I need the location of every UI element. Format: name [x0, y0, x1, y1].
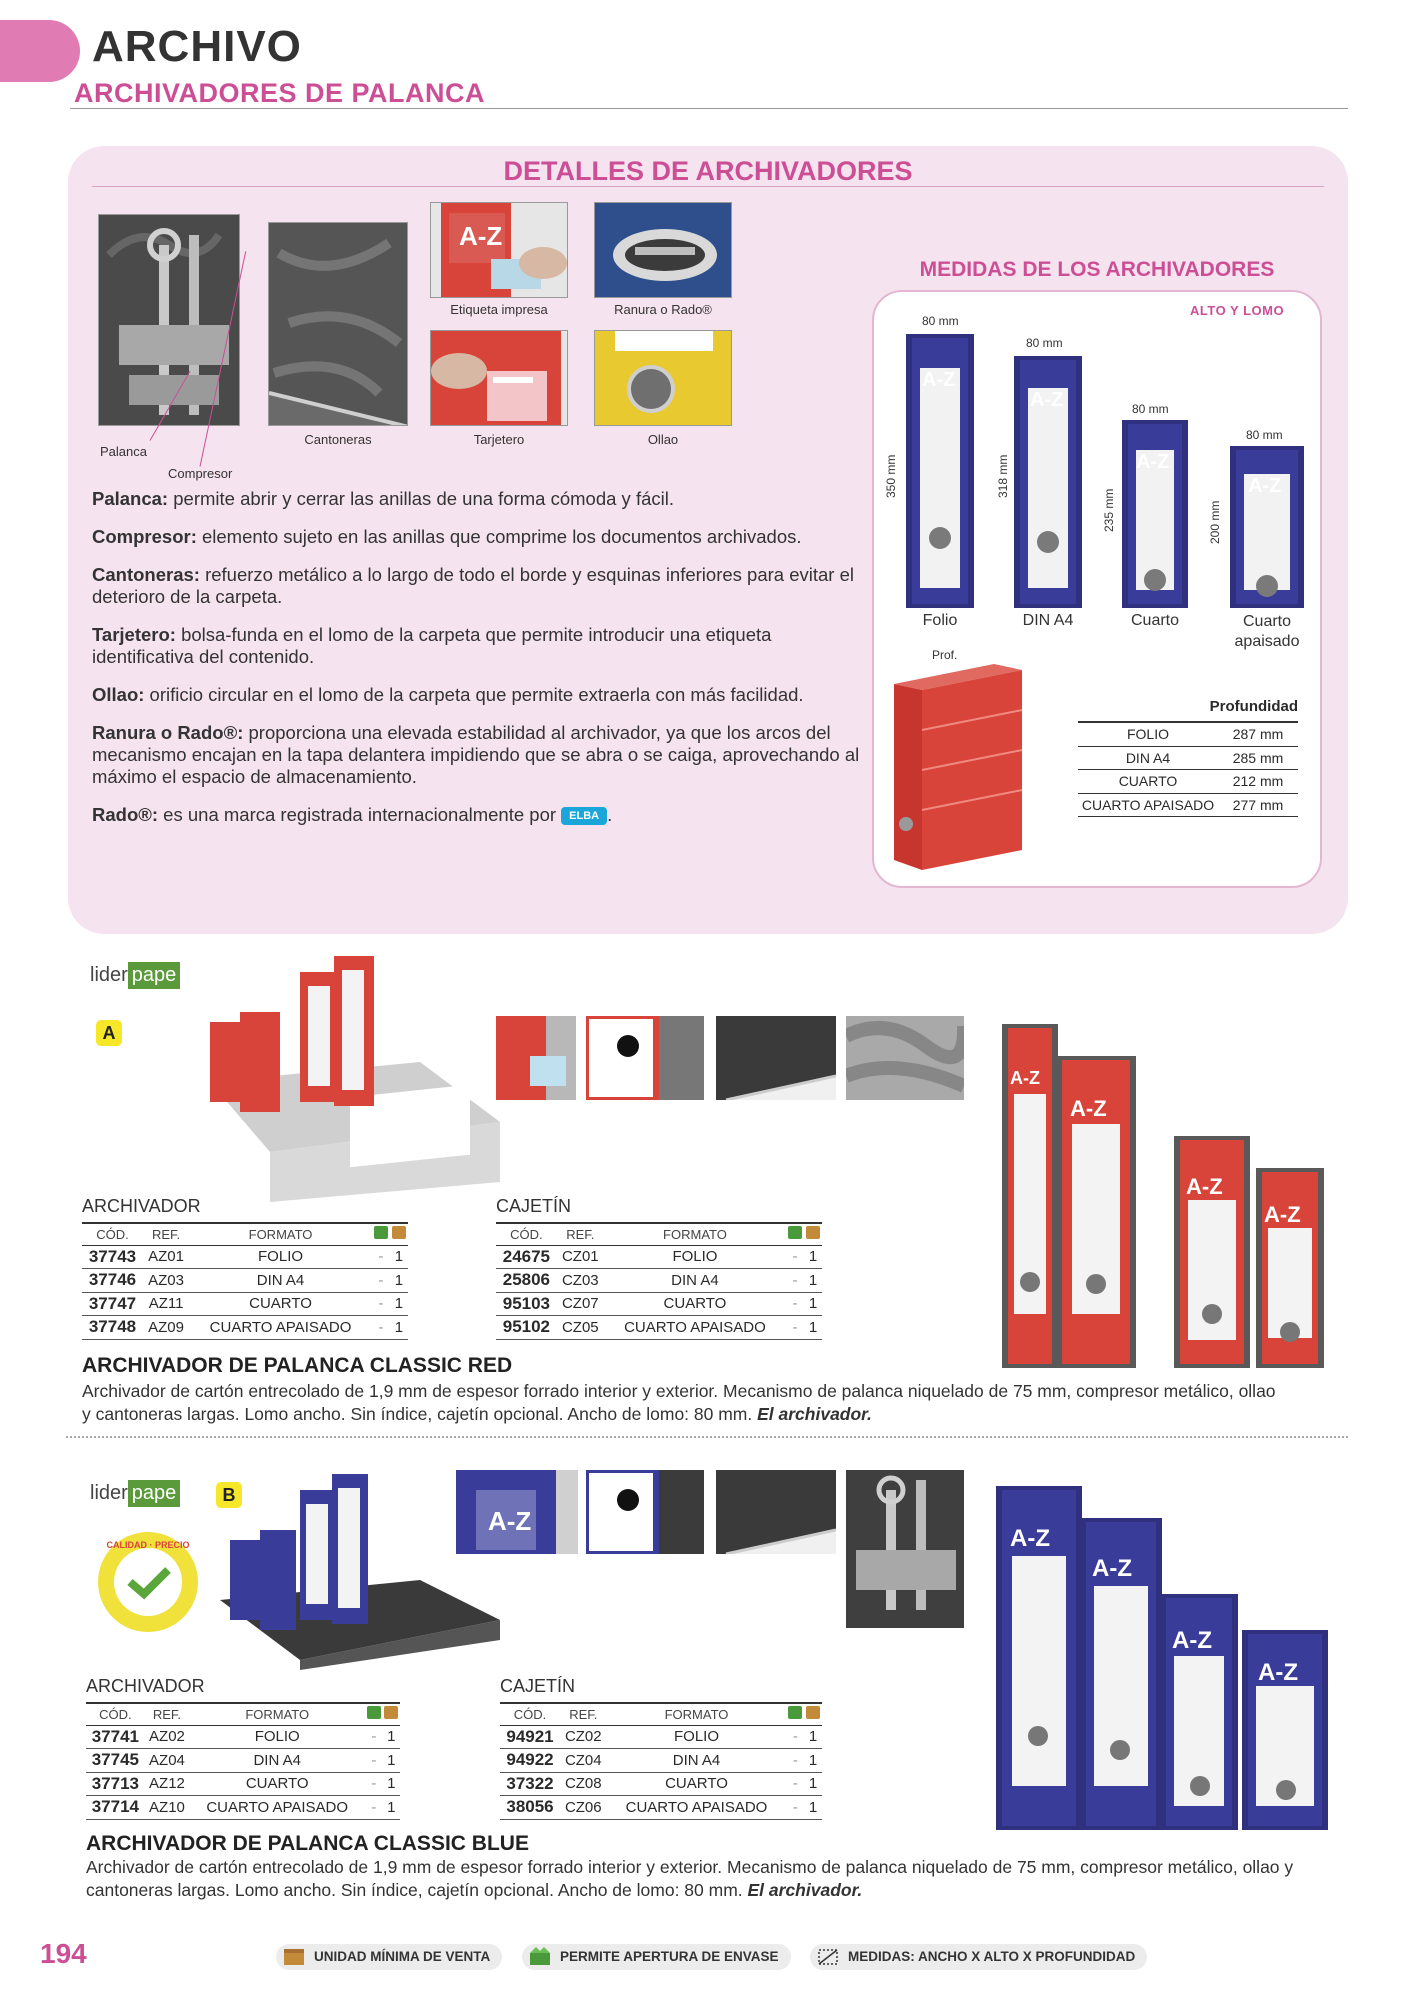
col-unit	[804, 1223, 822, 1245]
cell-ref: CZ02	[560, 1725, 607, 1749]
binder-name-line: apaisado	[1234, 633, 1300, 650]
table-row	[82, 1269, 408, 1293]
cell-cod: 95102	[496, 1316, 557, 1340]
cell-cod: 94921	[500, 1725, 560, 1749]
cell-qty: 1	[390, 1292, 408, 1316]
caption-compresor: Compresor	[168, 466, 233, 481]
depth-row	[1078, 794, 1298, 818]
cell-formato: CUARTO APAISADO	[189, 1316, 372, 1340]
table-row	[86, 1749, 400, 1773]
col-open	[786, 1223, 804, 1245]
table-row	[82, 1292, 408, 1316]
prof-label: Prof.	[932, 648, 958, 662]
description-text: Archivador de cartón entrecolado de 1,9 mm de espesor forrado interior y exterior. Mecanismo de palanca niquelado de 75 mm, compresor metálico, ollao y cantoneras largas. Lomo ancho. Sin índice, cajetín opcional. Ancho de lomo: 80 mm.	[82, 1381, 1276, 1424]
brand-box: pape	[128, 962, 181, 989]
terms-list	[92, 488, 862, 842]
col-formato: FORMATO	[604, 1223, 786, 1245]
caption-cantoneras: Cantoneras	[304, 432, 372, 447]
term-tarjetero	[92, 624, 862, 668]
cell-cod: 37746	[82, 1269, 143, 1293]
page-subtitle: ARCHIVADORES DE PALANCA	[74, 78, 486, 108]
caption-tarjetero: Tarjetero	[473, 432, 525, 447]
binder-name-folio: Folio	[922, 612, 958, 629]
binder-a4	[1014, 356, 1082, 608]
detail-thumb-label-blue	[456, 1470, 578, 1554]
depth-table	[1078, 698, 1298, 817]
description-emphasis: El archivador.	[757, 1404, 872, 1424]
cell-ref: AZ11	[143, 1292, 189, 1316]
cell-qty: 1	[804, 1316, 822, 1340]
cajetin-table	[500, 1702, 822, 1820]
term-label: Palanca:	[92, 488, 169, 509]
cell-cod: 37714	[86, 1796, 145, 1820]
cell-ref: CZ06	[560, 1796, 607, 1820]
cell-formato: DIN A4	[189, 1269, 372, 1293]
cajetin-table	[496, 1222, 822, 1340]
cell-ref: CZ08	[560, 1772, 607, 1796]
cell-qty: 1	[804, 1292, 822, 1316]
seal-text: CALIDAD · PRECIO	[106, 1540, 190, 1550]
detail-thumb-label	[496, 1016, 576, 1100]
cell-formato: FOLIO	[604, 1245, 786, 1269]
caption-palanca: Palanca	[100, 444, 147, 459]
cell-open: -	[372, 1316, 390, 1340]
cell-open: -	[786, 1292, 804, 1316]
depth-format: CUARTO	[1118, 773, 1178, 789]
printed-label-image	[431, 203, 568, 298]
term-compresor	[92, 526, 862, 548]
cell-cod: 38056	[500, 1796, 560, 1820]
brand-logo	[90, 1480, 180, 1507]
width-label-folio: 80 mm	[922, 314, 959, 328]
cajetin-table-title: CAJETÍN	[500, 1676, 576, 1696]
height-label-cuarto: 235 mm	[1102, 488, 1116, 532]
legend-unit	[276, 1944, 502, 1970]
cell-open: -	[786, 1796, 804, 1820]
col-open	[786, 1703, 804, 1725]
alto-lomo-label: ALTO Y LOMO	[1190, 303, 1285, 318]
az-label-text: A-Z	[488, 1506, 532, 1536]
legend-text: MEDIDAS: ANCHO X ALTO X PROFUNDIDAD	[848, 1949, 1136, 1964]
section-divider	[66, 1436, 1348, 1438]
term-label: Cantoneras:	[92, 564, 200, 585]
cell-cod: 37747	[82, 1292, 143, 1316]
cell-qty: 1	[383, 1725, 400, 1749]
cell-open: -	[365, 1725, 382, 1749]
cajetin-table-title: CAJETÍN	[496, 1196, 572, 1216]
col-cod: CÓD.	[86, 1703, 145, 1725]
cell-ref: CZ01	[557, 1245, 604, 1269]
term-ollao	[92, 684, 862, 706]
cell-ref: CZ05	[557, 1316, 604, 1340]
cell-cod: 37322	[500, 1772, 560, 1796]
width-label-a4: 80 mm	[1026, 336, 1063, 350]
open-pack-icon	[528, 1947, 552, 1967]
cell-qty: 1	[390, 1269, 408, 1293]
term-label: Rado®:	[92, 804, 159, 825]
width-label-cuarto: 80 mm	[1132, 402, 1169, 416]
cell-formato: DIN A4	[189, 1749, 365, 1773]
detail-thumb-hole-blue	[586, 1470, 704, 1554]
depth-row	[1078, 770, 1298, 794]
term-ranura	[92, 722, 862, 788]
col-cod: CÓD.	[82, 1223, 143, 1245]
cell-ref: AZ02	[145, 1725, 190, 1749]
depth-row	[1078, 747, 1298, 771]
col-cod: CÓD.	[500, 1703, 560, 1725]
col-open	[365, 1703, 382, 1725]
col-ref: REF.	[560, 1703, 607, 1725]
cell-cod: 25806	[496, 1269, 557, 1293]
table-row	[82, 1245, 408, 1269]
term-text: elemento sujeto en las anillas que comprime los documentos archivados.	[196, 526, 802, 547]
col-ref: REF.	[557, 1223, 604, 1245]
table-row	[86, 1772, 400, 1796]
az-label-text: A-Z	[1172, 1627, 1212, 1654]
box-icon	[282, 1947, 306, 1967]
box-icon	[392, 1226, 406, 1239]
product-description	[86, 1856, 1336, 1902]
cell-qty: 1	[390, 1245, 408, 1269]
legend-text: UNIDAD MÍNIMA DE VENTA	[314, 1949, 491, 1964]
col-ref: REF.	[143, 1223, 189, 1245]
cell-qty: 1	[383, 1772, 400, 1796]
open-pack-icon	[788, 1226, 802, 1239]
az-label-text: A-Z	[1264, 1202, 1301, 1227]
depth-format: FOLIO	[1126, 726, 1169, 742]
cell-ref: AZ12	[145, 1772, 190, 1796]
term-text: es una marca registrada internacionalmente por	[158, 804, 562, 825]
depth-value: 285 mm	[1232, 749, 1284, 766]
cell-cod: 37748	[82, 1316, 143, 1340]
caption-etiqueta: Etiqueta impresa	[450, 302, 548, 317]
cell-formato: DIN A4	[607, 1749, 787, 1773]
cell-ref: CZ04	[560, 1749, 607, 1773]
col-cod: CÓD.	[496, 1223, 557, 1245]
brand-text: lider	[90, 1482, 128, 1504]
ollao-photo	[594, 330, 732, 426]
lever-mechanism-image	[99, 215, 240, 426]
binder-name-apaisado	[1214, 612, 1320, 652]
detail-thumb-mechanism	[846, 1470, 964, 1628]
cell-cod: 37745	[86, 1749, 145, 1773]
archivador-table-title: ARCHIVADOR	[86, 1676, 205, 1696]
table-row	[500, 1725, 822, 1749]
archivador-table-title: ARCHIVADOR	[82, 1196, 201, 1216]
brand-box: pape	[128, 1480, 181, 1507]
col-unit	[804, 1703, 822, 1725]
az-label-text: A-Z	[1136, 451, 1170, 473]
depth-row	[1078, 723, 1298, 747]
binder-apaisado	[1230, 446, 1304, 608]
legend-text: PERMITE APERTURA DE ENVASE	[560, 1949, 779, 1964]
cell-formato: DIN A4	[604, 1269, 786, 1293]
az-label-text: A-Z	[1186, 1174, 1223, 1199]
depth-binder-image	[894, 664, 1024, 870]
cell-cod: 94922	[500, 1749, 560, 1773]
cell-open: -	[372, 1269, 390, 1293]
col-unit	[383, 1703, 400, 1725]
cell-cod: 24675	[496, 1245, 557, 1269]
az-label-text: A-Z	[922, 369, 956, 391]
details-title: DETALLES DE ARCHIVADORES	[503, 156, 913, 186]
caption-ranura: Ranura o Rado®	[614, 302, 712, 317]
brand-logo	[90, 962, 180, 989]
label-holder-image	[431, 331, 568, 426]
cell-formato: CUARTO	[189, 1772, 365, 1796]
cell-open: -	[786, 1772, 804, 1796]
height-label-folio: 350 mm	[884, 454, 898, 498]
cell-ref: AZ09	[143, 1316, 189, 1340]
term-label: Ranura o Rado®:	[92, 722, 244, 743]
cell-ref: AZ03	[143, 1269, 189, 1293]
cell-open: -	[786, 1245, 804, 1269]
table-row	[86, 1796, 400, 1820]
cell-open: -	[786, 1725, 804, 1749]
page-title: ARCHIVO	[92, 22, 302, 71]
cell-open: -	[786, 1316, 804, 1340]
az-label-text: A-Z	[1248, 475, 1282, 497]
product-a-binders-image	[1002, 1024, 1324, 1368]
term-text: orificio circular en el lomo de la carpeta que permite extraerla con más facilidad.	[144, 684, 804, 705]
box-icon	[806, 1226, 820, 1239]
cell-open: -	[786, 1749, 804, 1773]
cell-cod: 37741	[86, 1725, 145, 1749]
cantoneras-photo	[268, 222, 408, 426]
cell-qty: 1	[390, 1316, 408, 1340]
binder-name-cuarto: Cuarto	[1130, 612, 1180, 629]
palanca-photo	[98, 214, 240, 426]
cell-ref: AZ01	[143, 1245, 189, 1269]
height-label-apaisado: 200 mm	[1208, 500, 1222, 544]
term-cantoneras	[92, 564, 862, 608]
elba-logo: ELBA	[561, 807, 607, 825]
width-label-apaisado: 80 mm	[1246, 428, 1283, 442]
description-text: Archivador de cartón entrecolado de 1,9 mm de espesor forrado interior y exterior. Mecanismo de palanca niquelado de 75 mm, compresor metálico, ollao y cantoneras largas. Lomo ancho. Sin índice, cajetín opcional. Ancho de lomo: 80 mm.	[86, 1857, 1294, 1900]
cell-formato: CUARTO	[607, 1772, 787, 1796]
section-tab	[0, 20, 80, 82]
details-divider	[92, 186, 1324, 187]
col-open	[372, 1223, 390, 1245]
col-formato: FORMATO	[189, 1703, 365, 1725]
caption-ollao: Ollao	[647, 432, 679, 447]
col-unit	[390, 1223, 408, 1245]
term-label: Compresor:	[92, 526, 197, 547]
az-label-text: A-Z	[1258, 1659, 1298, 1686]
detail-thumb-texture	[846, 1016, 964, 1100]
cell-ref: CZ03	[557, 1269, 604, 1293]
col-ref: REF.	[145, 1703, 190, 1725]
cell-qty: 1	[804, 1245, 822, 1269]
product-name: ARCHIVADOR DE PALANCA CLASSIC RED	[82, 1354, 513, 1377]
cell-cod: 37713	[86, 1772, 145, 1796]
depth-format: DIN A4	[1125, 749, 1171, 766]
az-label-text: A-Z	[1030, 389, 1064, 411]
rado-slot-image	[595, 203, 732, 298]
cell-formato: FOLIO	[189, 1245, 372, 1269]
header-divider	[70, 108, 1348, 109]
etiqueta-photo	[430, 202, 568, 298]
cell-open: -	[365, 1749, 382, 1773]
product-b-binders-image	[996, 1486, 1332, 1830]
cell-formato: FOLIO	[189, 1725, 365, 1749]
product-badge: B	[216, 1482, 242, 1508]
cell-open: -	[372, 1245, 390, 1269]
cell-ref: CZ07	[557, 1292, 604, 1316]
cell-formato: CUARTO APAISADO	[607, 1796, 787, 1820]
calidad-precio-seal	[96, 1530, 200, 1634]
cell-open: -	[365, 1796, 382, 1820]
legend-measures	[810, 1944, 1147, 1970]
product-badge: A	[96, 1020, 122, 1046]
cell-ref: AZ10	[145, 1796, 190, 1820]
term-label: Ollao:	[92, 684, 145, 705]
ranura-photo	[594, 202, 732, 298]
cell-qty: 1	[804, 1749, 822, 1773]
depth-value: 212 mm	[1232, 773, 1284, 789]
depth-value: 287 mm	[1232, 726, 1284, 742]
cell-formato: CUARTO APAISADO	[189, 1796, 365, 1820]
cell-formato: FOLIO	[607, 1725, 787, 1749]
product-description	[82, 1380, 1282, 1426]
description-emphasis: El archivador.	[747, 1880, 863, 1900]
cell-ref: AZ04	[145, 1749, 190, 1773]
term-text: proporciona una elevada estabilidad al archivador, ya que los arcos del mecanismo encajan en la tapa delantera impidiendo que se abra o se caiga, aprovechando al máximo el espacio de almacenamiento.	[92, 722, 860, 787]
cell-qty: 1	[804, 1772, 822, 1796]
open-pack-icon	[374, 1226, 388, 1239]
cell-qty: 1	[383, 1749, 400, 1773]
depth-table-title: Profundidad	[1078, 698, 1298, 723]
detail-thumb-corner	[716, 1016, 836, 1100]
detail-thumb-hole	[586, 1016, 704, 1100]
term-rado: Rado®: es una marca registrada internacionalmente por ELBA .	[92, 804, 613, 825]
product-a-hero-image	[210, 952, 500, 1204]
cell-formato: CUARTO	[189, 1292, 372, 1316]
binder-cuarto	[1122, 420, 1188, 608]
open-pack-icon	[788, 1706, 802, 1719]
table-row	[496, 1245, 822, 1269]
az-label-text: A-Z	[1092, 1555, 1132, 1582]
detail-thumb-corner-blue	[716, 1470, 836, 1554]
cell-qty: 1	[804, 1725, 822, 1749]
cell-cod: 37743	[82, 1245, 143, 1269]
brand-text: lider	[90, 964, 128, 986]
table-row	[496, 1292, 822, 1316]
binder-name-line: Cuarto	[1242, 613, 1292, 630]
table-row	[500, 1749, 822, 1773]
binder-name-a4: DIN A4	[1022, 612, 1074, 629]
archivador-table	[82, 1222, 408, 1340]
binder-folio	[906, 334, 974, 608]
cell-cod: 95103	[496, 1292, 557, 1316]
term-text: bolsa-funda en el lomo de la carpeta que permite introducir una etiqueta identificativa del contenido.	[92, 624, 772, 667]
legend-open	[522, 1944, 791, 1970]
cell-open: -	[365, 1772, 382, 1796]
az-label-text: A-Z	[1010, 1068, 1040, 1088]
box-icon	[384, 1706, 398, 1719]
cell-formato: CUARTO	[604, 1292, 786, 1316]
height-label-a4: 318 mm	[996, 454, 1010, 498]
cell-open: -	[786, 1269, 804, 1293]
table-row	[500, 1796, 822, 1820]
tarjetero-photo	[430, 330, 568, 426]
dimensions-icon	[816, 1947, 840, 1967]
table-row	[500, 1772, 822, 1796]
cell-qty: 1	[383, 1796, 400, 1820]
term-text: refuerzo metálico a lo largo de todo el borde y esquinas inferiores para evitar el deterioro de la carpeta.	[92, 564, 854, 607]
archivador-table	[86, 1702, 400, 1820]
medidas-title: MEDIDAS DE LOS ARCHIVADORES	[919, 258, 1275, 281]
table-row	[496, 1316, 822, 1340]
cell-formato: CUARTO APAISADO	[604, 1316, 786, 1340]
col-formato: FORMATO	[189, 1223, 372, 1245]
table-row	[86, 1725, 400, 1749]
cell-open: -	[372, 1292, 390, 1316]
az-label-text: A-Z	[1070, 1096, 1107, 1121]
product-name: ARCHIVADOR DE PALANCA CLASSIC BLUE	[86, 1832, 529, 1855]
page-number: 194	[40, 1938, 87, 1969]
cell-qty: 1	[804, 1796, 822, 1820]
box-icon	[806, 1706, 820, 1719]
term-label: Tarjetero:	[92, 624, 176, 645]
ring-hole-image	[595, 331, 732, 426]
table-row	[496, 1269, 822, 1293]
depth-format: CUARTO APAISADO	[1081, 796, 1215, 813]
table-row	[82, 1316, 408, 1340]
col-formato: FORMATO	[607, 1703, 787, 1725]
az-label-text: A-Z	[1010, 1525, 1050, 1552]
corner-guard-image	[269, 223, 408, 426]
open-pack-icon	[367, 1706, 381, 1719]
cell-qty: 1	[804, 1269, 822, 1293]
term-text: permite abrir y cerrar las anillas de una forma cómoda y fácil.	[168, 488, 674, 509]
az-label-text: A-Z	[459, 221, 503, 251]
depth-value: 277 mm	[1232, 796, 1284, 813]
term-palanca	[92, 488, 862, 510]
